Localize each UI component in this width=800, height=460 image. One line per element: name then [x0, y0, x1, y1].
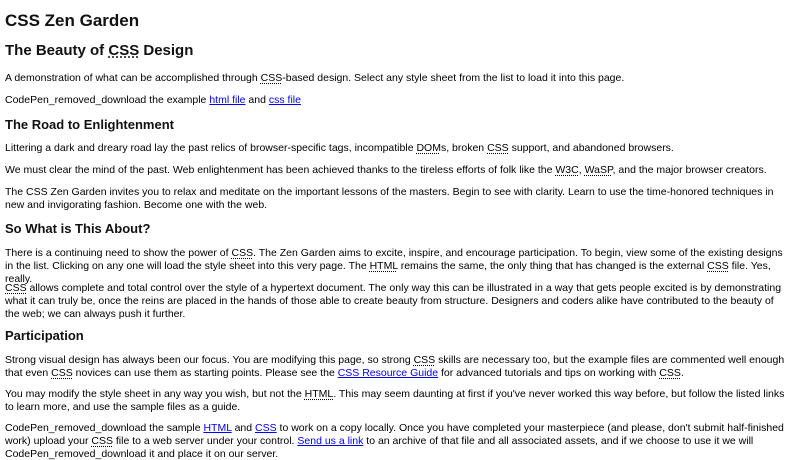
css-resource-guide-link[interactable]: CSS Resource Guide	[337, 366, 439, 379]
abbr-wasp: WaSP	[584, 164, 613, 176]
road-text: We must clear the mind of the past. Web enlightenment has been achieved thanks to the tireless efforts of folk like the	[5, 164, 556, 176]
abbr-html: HTML	[304, 388, 334, 400]
participation-text: skills are necessary too, but the example files are commented well enough that even	[5, 354, 788, 379]
participation-text: You may modify the style sheet in any way you wish, but not the	[5, 388, 305, 400]
abbr-w3c: W3C	[555, 164, 579, 176]
road-text: , and the major browser creators.	[612, 164, 767, 176]
participation-paragraph-3	[5, 422, 787, 460]
participation-text: for advanced tutorials and tips on working with	[438, 366, 660, 379]
abbr-dom: DOM	[416, 142, 441, 154]
road-paragraph-2	[5, 164, 787, 177]
intro-paragraph	[5, 72, 787, 85]
about-text: . The Zen Garden aims to excite, inspire, and encourage participation. To begin, view some of the existing designs in the list. Clicking on any one will load the style sheet into this very page. The	[5, 247, 786, 272]
abbr-html: HTML	[369, 259, 398, 272]
participation-text: to work on a copy locally. Once you have completed your masterpiece (and please, don't submit half-finished work) upload your	[5, 422, 787, 447]
about-text: file. Yes, really.	[5, 259, 774, 285]
abbr-css: CSS	[5, 282, 27, 294]
about-text: allows complete and total control over the style of a hypertext document. The only way this can be illustrated in a way that gets people excited is by demonstrating what it can truly be, once the reins are placed in the hands of those able to create beauty from structure. Designers and coders alike have contributed to the beauty of the web; we can always push it further.	[5, 282, 784, 320]
download-text: CodePen_removed_download the example	[5, 94, 210, 106]
participation-text: .	[680, 366, 684, 379]
css-file-link[interactable]: css file	[268, 94, 301, 106]
road-paragraph-1	[5, 142, 787, 155]
participation-paragraph-1	[5, 354, 787, 380]
about-text: There is a continuing need to show the power of	[5, 247, 232, 259]
participation-text: CodePen_removed_download it and place it on our server.	[5, 447, 279, 460]
abbr-css: CSS	[231, 247, 254, 259]
section-title-about: So What is This About?	[5, 221, 151, 236]
abbr-css: CSS	[51, 366, 73, 379]
participation-text: and	[231, 422, 256, 434]
download-paragraph	[5, 94, 787, 107]
html-file-link[interactable]: html file	[209, 94, 246, 106]
intro-text: A demonstration of what can be accomplished through	[5, 72, 261, 84]
participation-paragraph-2	[5, 388, 787, 414]
road-text: Littering a dark and dreary road lay the past relics of browser-specific tags, incompatible	[5, 142, 417, 154]
tagline-suffix: Design	[139, 42, 194, 59]
download-text: and	[245, 94, 269, 106]
abbr-css: CSS	[659, 366, 681, 379]
participation-text: Strong visual design has always been our focus. You are modifying this page, so strong	[5, 354, 414, 366]
abbr-css: CSS	[260, 72, 283, 84]
about-paragraph-2	[5, 282, 787, 320]
participation-text: . This may seem daunting at first if you've never worked this way before, but follow the listed links to learn more, and use the sample files as a guide.	[5, 388, 788, 413]
abbr-css: CSS	[707, 259, 729, 272]
abbr-css: CSS	[487, 142, 509, 154]
about-paragraph-1	[5, 247, 787, 285]
road-text: support, and abandoned browsers.	[508, 142, 674, 154]
sample-css-link[interactable]: CSS	[255, 422, 277, 434]
site-title: CSS Zen Garden	[5, 11, 140, 30]
abbr-css: CSS	[108, 42, 140, 59]
site-tagline	[5, 42, 193, 60]
section-title-road: The Road to Enlightenment	[5, 117, 174, 132]
abbr-css: CSS	[91, 434, 113, 447]
participation-text: CodePen_removed_download the sample	[5, 422, 204, 434]
page-container	[5, 0, 790, 460]
tagline-prefix: The Beauty of	[5, 42, 109, 59]
abbr-css: CSS	[413, 354, 436, 366]
participation-text: to an archive of that file and all associated assets, and if we choose to use it we will	[363, 434, 754, 447]
participation-text: file to a web server under your control.	[112, 434, 298, 447]
sample-html-link[interactable]: HTML	[203, 422, 232, 434]
section-title-participation: Participation	[5, 328, 84, 343]
road-text: s, broken	[440, 142, 488, 154]
participation-text: novices can use them as starting points. Please see the	[72, 366, 338, 379]
about-text: remains the same, the only thing that has changed is the external	[397, 259, 708, 272]
send-us-a-link[interactable]: Send us a link	[297, 434, 364, 447]
road-paragraph-3: The CSS Zen Garden invites you to relax and meditate on the important lessons of the masters. Begin to see with clarity. Learn to use the time-honored techniques in new and invigorating fashion. Become one with the web.	[5, 186, 774, 211]
intro-text: -based design. Select any style sheet from the list to load it into this page.	[282, 72, 625, 84]
road-text: ,	[578, 164, 585, 176]
